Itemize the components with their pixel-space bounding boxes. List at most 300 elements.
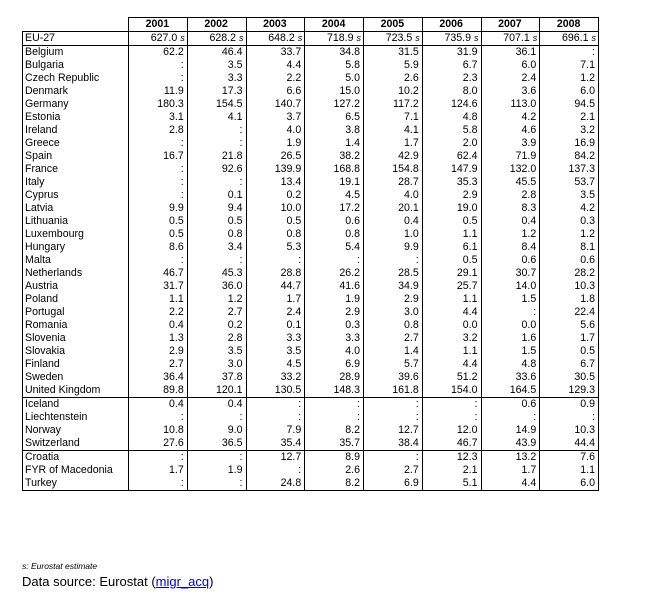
value-cell — [305, 254, 364, 267]
value-cell — [246, 202, 305, 215]
value-cell — [364, 98, 423, 111]
value-cell — [540, 137, 599, 150]
cell-value: 4.5 — [345, 189, 360, 201]
country-cell: Estonia — [23, 111, 129, 124]
value-cell — [129, 358, 188, 371]
country-cell: Bulgaria — [23, 59, 129, 72]
cell-value: 7.1 — [580, 59, 595, 71]
country-cell: Poland — [23, 293, 129, 306]
value-cell — [364, 464, 423, 477]
source-prefix: Data source: Eurostat ( — [22, 574, 156, 589]
value-cell — [129, 85, 188, 98]
value-cell — [305, 189, 364, 202]
value-cell — [246, 254, 305, 267]
table-row — [23, 46, 599, 60]
value-cell — [422, 293, 481, 306]
value-cell — [305, 111, 364, 124]
estimate-flag: s — [239, 33, 244, 43]
value-cell — [246, 189, 305, 202]
cell-value: 3.6 — [521, 85, 537, 97]
value-cell — [481, 228, 540, 241]
value-cell — [187, 85, 246, 98]
cell-value: 46.7 — [163, 267, 184, 279]
cell-value: 2.0 — [462, 137, 478, 149]
cell-value: 0.8 — [286, 228, 302, 240]
value-cell — [422, 98, 481, 111]
country-cell: France — [23, 163, 129, 176]
cell-value: 0.8 — [404, 319, 419, 331]
table-row — [23, 98, 599, 111]
cell-value: 0.6 — [521, 398, 537, 410]
table-row — [23, 411, 599, 424]
value-cell — [540, 124, 599, 137]
cell-value: 26.2 — [339, 267, 360, 279]
cell-value: 113.0 — [510, 98, 537, 110]
value-cell — [364, 306, 423, 319]
value-cell — [305, 384, 364, 398]
table-row — [23, 384, 599, 398]
cell-value: 6.1 — [462, 241, 478, 253]
table-body — [23, 32, 599, 491]
cell-value: 6.5 — [345, 111, 360, 123]
value-cell — [305, 280, 364, 293]
value-cell — [305, 371, 364, 384]
table-row — [23, 72, 599, 85]
cell-value: 71.9 — [515, 150, 537, 162]
value-cell — [246, 215, 305, 228]
value-cell — [305, 319, 364, 332]
cell-value: 44.7 — [280, 280, 302, 292]
value-cell — [305, 32, 364, 46]
value-cell — [422, 85, 481, 98]
cell-value: 161.8 — [392, 384, 419, 396]
value-cell — [364, 72, 423, 85]
value-cell — [364, 451, 423, 465]
table-row — [23, 176, 599, 189]
cell-value: : — [239, 477, 243, 489]
cell-value: 4.1 — [227, 111, 243, 123]
value-cell — [540, 398, 599, 412]
cell-value: : — [298, 398, 302, 410]
value-cell — [246, 46, 305, 60]
cell-value: 84.2 — [574, 150, 595, 162]
cell-value: 6.9 — [345, 358, 360, 370]
cell-value: 94.5 — [574, 98, 595, 110]
value-cell — [246, 384, 305, 398]
cell-value: 8.6 — [169, 241, 184, 253]
cell-value: 24.8 — [280, 477, 302, 489]
cell-value: : — [415, 254, 419, 266]
value-cell — [246, 345, 305, 358]
value-cell — [481, 85, 540, 98]
cell-value: : — [533, 411, 537, 423]
cell-value: 1.5 — [521, 293, 537, 305]
value-cell — [364, 411, 423, 424]
cell-value: : — [180, 189, 184, 201]
table-row — [23, 477, 599, 491]
value-cell — [422, 319, 481, 332]
year-header: 2005 — [364, 18, 423, 32]
cell-value: 5.0 — [345, 72, 360, 84]
value-cell — [540, 59, 599, 72]
country-cell: EU-27 — [23, 32, 129, 46]
value-cell — [540, 254, 599, 267]
value-cell — [187, 358, 246, 371]
value-cell — [364, 437, 423, 451]
cell-value: 1.7 — [404, 137, 419, 149]
value-cell — [246, 371, 305, 384]
value-cell — [246, 437, 305, 451]
estimate-flag: s — [532, 33, 538, 43]
value-cell — [129, 150, 188, 163]
value-cell — [187, 163, 246, 176]
cell-value: 137.3 — [568, 163, 595, 175]
value-cell — [129, 332, 188, 345]
value-cell — [129, 437, 188, 451]
cell-value: 28.8 — [280, 267, 302, 279]
value-cell — [246, 332, 305, 345]
cell-value: 1.3 — [169, 332, 184, 344]
value-cell — [364, 345, 423, 358]
value-cell — [305, 228, 364, 241]
estimate-flag: s — [297, 33, 303, 43]
value-cell — [364, 424, 423, 437]
cell-value: 127.2 — [333, 98, 360, 110]
table-row — [23, 215, 599, 228]
value-cell — [422, 72, 481, 85]
value-cell — [422, 176, 481, 189]
value-cell — [481, 46, 540, 60]
value-cell — [187, 46, 246, 60]
cell-value: 5.8 — [345, 59, 360, 71]
value-cell — [246, 163, 305, 176]
cell-value: 30.5 — [574, 371, 595, 383]
country-cell: Latvia — [23, 202, 129, 215]
value-cell — [364, 477, 423, 491]
value-cell — [129, 111, 188, 124]
cell-value: : — [239, 254, 243, 266]
cell-value: 2.1 — [462, 464, 478, 476]
cell-value: 2.8 — [169, 124, 184, 136]
value-cell — [422, 384, 481, 398]
value-cell — [422, 371, 481, 384]
value-cell — [187, 371, 246, 384]
value-cell — [481, 371, 540, 384]
cell-value: 5.6 — [580, 319, 595, 331]
cell-value: 0.4 — [169, 398, 184, 410]
value-cell — [364, 111, 423, 124]
cell-value: 8.2 — [345, 424, 360, 436]
value-cell — [422, 437, 481, 451]
cell-value: : — [533, 306, 537, 318]
cell-value: 130.5 — [274, 384, 302, 396]
country-cell: Iceland — [23, 398, 129, 412]
value-cell — [129, 384, 188, 398]
value-cell — [364, 176, 423, 189]
value-cell — [364, 228, 423, 241]
value-cell — [364, 371, 423, 384]
value-cell — [305, 358, 364, 371]
cell-value: 33.2 — [280, 371, 302, 383]
table-row — [23, 345, 599, 358]
value-cell — [540, 189, 599, 202]
cell-value: 1.7 — [580, 332, 595, 344]
country-cell: FYR of Macedonia — [23, 464, 129, 477]
cell-value: 15.0 — [339, 85, 360, 97]
value-cell — [481, 124, 540, 137]
value-cell — [364, 332, 423, 345]
cell-value: 19.0 — [456, 202, 478, 214]
value-cell — [187, 384, 246, 398]
cell-value: 3.9 — [521, 137, 537, 149]
cell-value: 13.2 — [515, 451, 537, 463]
cell-value: 120.1 — [215, 384, 243, 396]
value-cell — [305, 451, 364, 465]
table-row — [23, 332, 599, 345]
cell-value: 0.5 — [462, 254, 478, 266]
value-cell — [187, 464, 246, 477]
cell-value: 3.4 — [227, 241, 243, 253]
value-cell — [364, 32, 423, 46]
cell-value: 2.2 — [286, 72, 302, 84]
cell-value: 5.3 — [286, 241, 302, 253]
cell-value: 0.5 — [169, 215, 184, 227]
year-header: 2001 — [129, 18, 188, 32]
value-cell — [422, 163, 481, 176]
value-cell — [129, 59, 188, 72]
value-cell — [246, 150, 305, 163]
value-cell — [422, 202, 481, 215]
cell-value: 139.9 — [274, 163, 302, 175]
value-cell — [129, 32, 188, 46]
table-row — [23, 137, 599, 150]
value-cell — [246, 358, 305, 371]
value-cell — [129, 371, 188, 384]
value-cell — [129, 345, 188, 358]
value-cell — [129, 306, 188, 319]
value-cell — [481, 411, 540, 424]
cell-value: : — [357, 411, 360, 423]
value-cell — [481, 398, 540, 412]
cell-value: 154.8 — [392, 163, 419, 175]
cell-value: 2.3 — [462, 72, 478, 84]
cell-value: 2.6 — [404, 72, 419, 84]
value-cell — [187, 477, 246, 491]
country-cell: Germany — [23, 98, 129, 111]
cell-value: 36.1 — [515, 46, 537, 58]
country-cell: Sweden — [23, 371, 129, 384]
cell-value: : — [180, 451, 184, 463]
cell-value: 117.2 — [393, 98, 419, 110]
value-cell — [540, 371, 599, 384]
cell-value: 9.9 — [404, 241, 419, 253]
value-cell — [422, 215, 481, 228]
value-cell — [422, 398, 481, 412]
value-cell — [187, 72, 246, 85]
value-cell — [187, 411, 246, 424]
value-cell — [540, 267, 599, 280]
value-cell — [246, 464, 305, 477]
cell-value: 4.5 — [286, 358, 302, 370]
cell-value: 628.2 — [209, 32, 236, 44]
cell-value: 147.9 — [450, 163, 478, 175]
cell-value: 0.3 — [345, 319, 360, 331]
year-header: 2004 — [305, 18, 364, 32]
cell-value: 124.6 — [450, 98, 478, 110]
value-cell — [540, 437, 599, 451]
value-cell — [540, 332, 599, 345]
cell-value: 1.5 — [521, 345, 537, 357]
cell-value: 41.6 — [339, 280, 360, 292]
cell-value: : — [180, 72, 184, 84]
value-cell — [364, 319, 423, 332]
value-cell — [305, 150, 364, 163]
source-link[interactable]: migr_acq — [155, 574, 210, 589]
cell-value: 180.3 — [157, 98, 184, 110]
value-cell — [422, 267, 481, 280]
value-cell — [305, 424, 364, 437]
value-cell — [364, 293, 423, 306]
value-cell — [129, 254, 188, 267]
cell-value: 0.1 — [227, 189, 243, 201]
cell-value: 4.0 — [286, 124, 302, 136]
cell-value: : — [415, 398, 419, 410]
value-cell — [187, 228, 246, 241]
value-cell — [422, 228, 481, 241]
value-cell — [364, 267, 423, 280]
cell-value: 3.7 — [286, 111, 302, 123]
cell-value: 38.4 — [398, 437, 419, 449]
cell-value: 0.4 — [404, 215, 419, 227]
value-cell — [129, 46, 188, 60]
value-cell — [305, 332, 364, 345]
value-cell — [540, 163, 599, 176]
cell-value: 34.9 — [398, 280, 419, 292]
table-row — [23, 371, 599, 384]
cell-value: : — [298, 411, 302, 423]
cell-value: 1.2 — [227, 293, 243, 305]
value-cell — [129, 411, 188, 424]
cell-value: 1.2 — [580, 228, 595, 240]
table-row — [23, 163, 599, 176]
value-cell — [481, 332, 540, 345]
value-cell — [481, 345, 540, 358]
value-cell — [305, 477, 364, 491]
cell-value: 33.6 — [515, 371, 537, 383]
country-cell: Turkey — [23, 477, 129, 491]
cell-value: 46.7 — [456, 437, 478, 449]
cell-value: : — [592, 411, 595, 423]
cell-value: 3.0 — [227, 358, 243, 370]
cell-value: 39.6 — [398, 371, 419, 383]
value-cell — [481, 98, 540, 111]
value-cell — [422, 451, 481, 465]
value-cell — [540, 451, 599, 465]
cell-value: : — [239, 411, 243, 423]
cell-value: 0.4 — [169, 319, 184, 331]
cell-value: 6.9 — [404, 477, 419, 489]
cell-value: : — [415, 451, 419, 463]
cell-value: 0.8 — [227, 228, 243, 240]
country-cell: Malta — [23, 254, 129, 267]
cell-value: : — [592, 46, 595, 58]
value-cell — [305, 85, 364, 98]
cell-value: : — [474, 398, 478, 410]
value-cell — [187, 32, 246, 46]
value-cell — [481, 358, 540, 371]
cell-value: 13.4 — [280, 176, 302, 188]
value-cell — [129, 398, 188, 412]
value-cell — [481, 319, 540, 332]
value-cell — [540, 384, 599, 398]
value-cell — [129, 451, 188, 465]
cell-value: 11.9 — [163, 85, 184, 97]
cell-value: 12.7 — [280, 451, 302, 463]
cell-value: 9.4 — [227, 202, 243, 214]
cell-value: 2.7 — [227, 306, 243, 318]
value-cell — [481, 202, 540, 215]
value-cell — [422, 137, 481, 150]
cell-value: 1.9 — [345, 293, 360, 305]
value-cell — [246, 59, 305, 72]
cell-value: 2.6 — [345, 464, 360, 476]
cell-value: 0.3 — [580, 215, 595, 227]
cell-value: 28.7 — [398, 176, 419, 188]
value-cell — [422, 150, 481, 163]
year-header: 2002 — [187, 18, 246, 32]
value-cell — [246, 267, 305, 280]
cell-value: 2.9 — [404, 293, 419, 305]
cell-value: 0.4 — [521, 215, 537, 227]
country-cell: Slovakia — [23, 345, 129, 358]
cell-value: 19.1 — [339, 176, 360, 188]
value-cell — [422, 254, 481, 267]
cell-value: 3.0 — [404, 306, 419, 318]
cell-value: 3.1 — [169, 111, 184, 123]
country-cell: Hungary — [23, 241, 129, 254]
cell-value: 132.0 — [509, 163, 537, 175]
cell-value: 2.2 — [169, 306, 184, 318]
data-source — [22, 574, 213, 589]
country-cell: Austria — [23, 280, 129, 293]
cell-value: 33.7 — [280, 46, 302, 58]
cell-value: 46.4 — [221, 46, 243, 58]
estimate-flag: s — [591, 33, 596, 43]
value-cell — [481, 215, 540, 228]
value-cell — [187, 437, 246, 451]
cell-value: 31.5 — [398, 46, 419, 58]
country-cell: Slovenia — [23, 332, 129, 345]
cell-value: 17.3 — [221, 85, 243, 97]
table-row — [23, 464, 599, 477]
table-row — [23, 189, 599, 202]
value-cell — [246, 411, 305, 424]
value-cell — [187, 241, 246, 254]
cell-value: 3.2 — [462, 332, 478, 344]
cell-value: 5.7 — [404, 358, 419, 370]
table-row — [23, 124, 599, 137]
value-cell — [422, 59, 481, 72]
cell-value: 36.4 — [163, 371, 184, 383]
cell-value: 7.6 — [580, 451, 595, 463]
country-cell: Belgium — [23, 46, 129, 60]
value-cell — [305, 345, 364, 358]
value-cell — [540, 477, 599, 491]
value-cell — [129, 241, 188, 254]
cell-value: 6.7 — [462, 59, 478, 71]
value-cell — [540, 280, 599, 293]
value-cell — [422, 189, 481, 202]
